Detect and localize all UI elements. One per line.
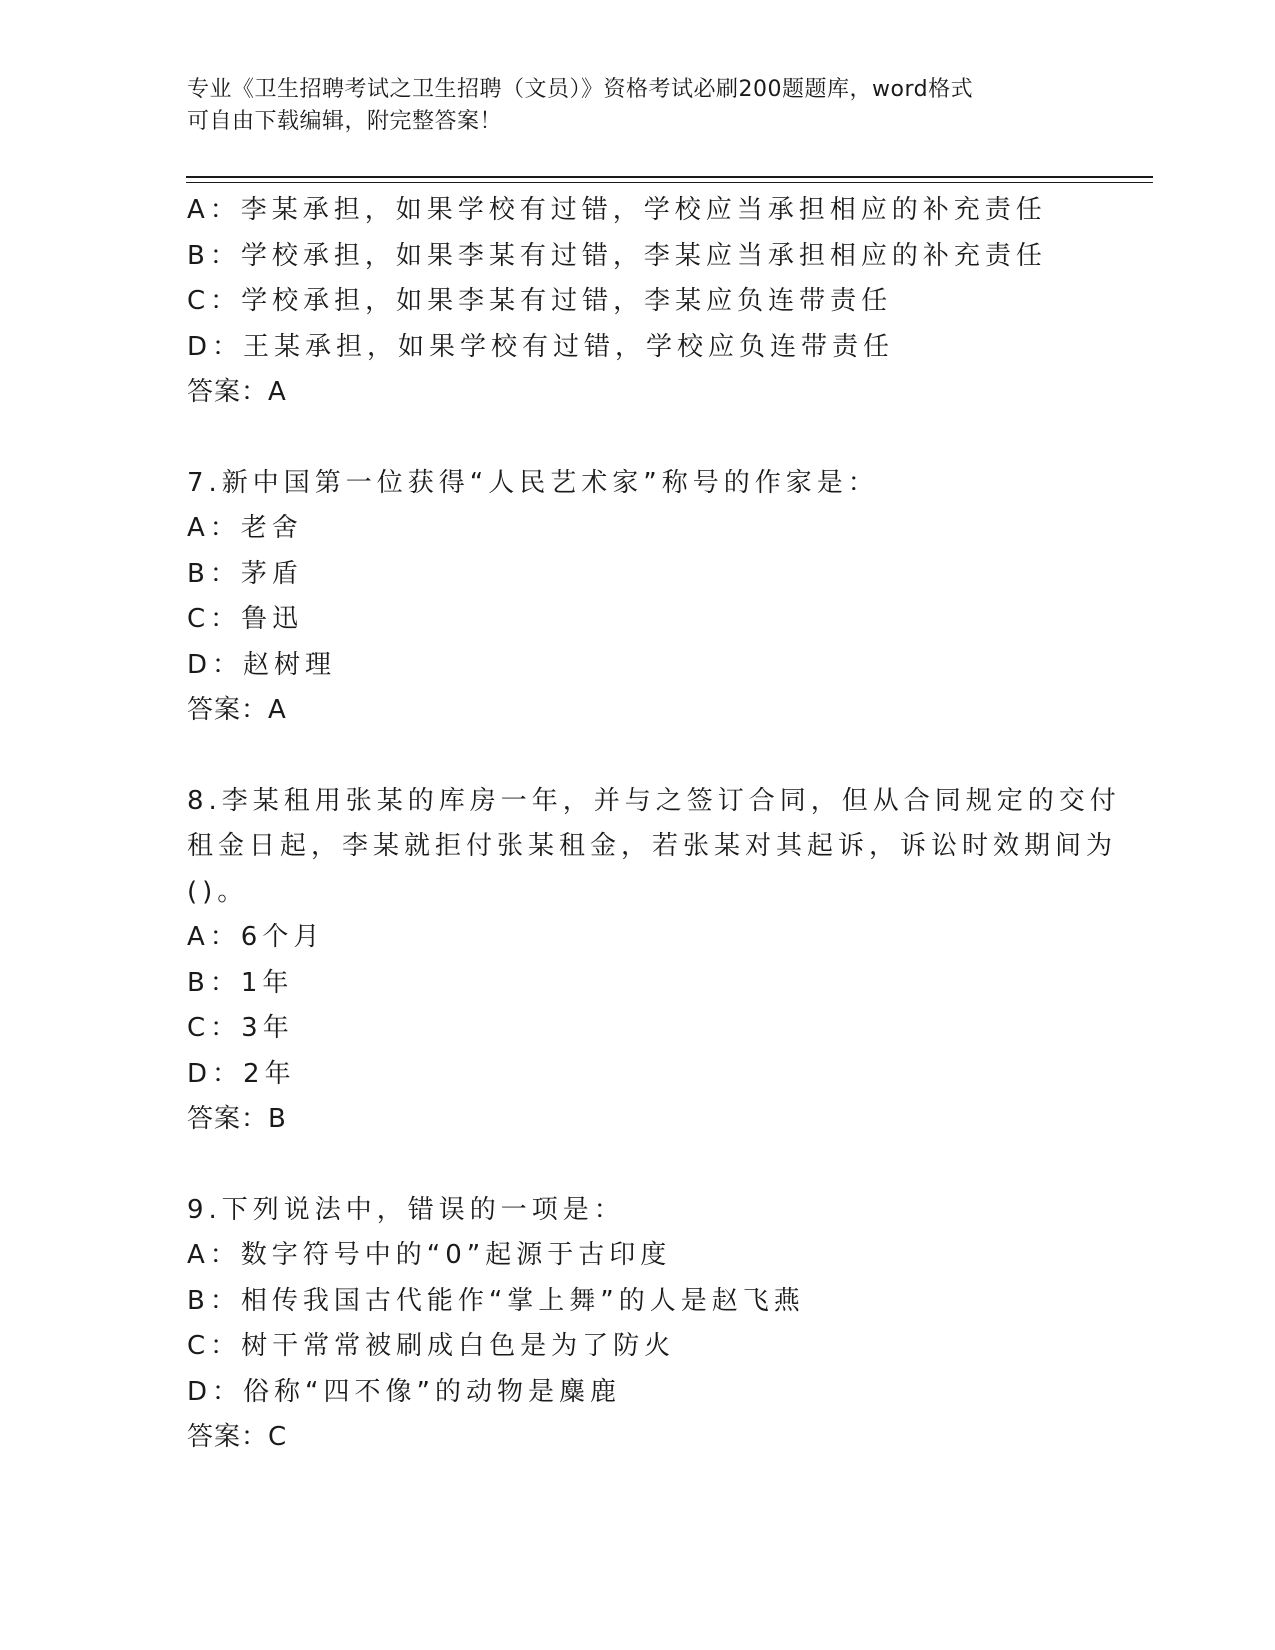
header-divider-thick <box>186 176 1153 178</box>
option-a: A：老舍 <box>187 513 303 543</box>
header-divider-thin <box>186 182 1153 183</box>
question-stem-line-3: ()。 <box>187 876 249 907</box>
question-continued <box>187 188 1087 416</box>
answer-text: 答案：A <box>187 377 287 407</box>
header-line-1: 专业《卫生招聘考试之卫生招聘（文员）》资格考试必刷200题题库，word格式 <box>187 77 974 102</box>
header-line-2: 可自由下载编辑，附完整答案！ <box>187 109 503 134</box>
option-c: C：学校承担，如果李某有过错，李某应负连带责任 <box>187 286 893 316</box>
document-header <box>187 74 1087 138</box>
question-9 <box>187 1188 1087 1461</box>
option-b: B：茅盾 <box>187 558 303 589</box>
option-a: A：6个月 <box>187 922 325 952</box>
question-stem: 9.下列说法中，错误的一项是： <box>187 1194 625 1225</box>
option-d: D：王某承担，如果学校有过错，学校应负连带责任 <box>187 331 895 362</box>
document-body <box>187 188 1121 1461</box>
option-c: C：鲁迅 <box>187 604 304 634</box>
option-c: C：3年 <box>187 1013 294 1043</box>
question-stem-line-1: 8.李某租用张某的库房一年，并与之签订合同，但从合同规定的交付 <box>187 785 1121 816</box>
option-b: B：相传我国古代能作“掌上舞”的人是赵飞燕 <box>187 1285 805 1316</box>
option-a: A：数字符号中的“0”起源于古印度 <box>187 1240 672 1270</box>
question-8 <box>187 779 1121 1143</box>
option-d: D：2年 <box>187 1058 296 1089</box>
question-stem-line-2: 租金日起，李某就拒付张某租金，若张某对其起诉，诉讼时效期间为 <box>187 831 1118 861</box>
option-d: D：赵树理 <box>187 649 337 680</box>
answer-text: 答案：C <box>187 1422 288 1452</box>
answer-text: 答案：B <box>187 1104 287 1134</box>
option-b: B：学校承担，如果李某有过错，李某应当承担相应的补充责任 <box>187 240 1047 271</box>
option-a: A：李某承担，如果学校有过错，学校应当承担相应的补充责任 <box>187 195 1047 225</box>
question-stem: 7.新中国第一位获得“人民艺术家”称号的作家是： <box>187 467 879 498</box>
option-b: B：1年 <box>187 967 294 998</box>
option-d: D：俗称“四不像”的动物是麋鹿 <box>187 1376 621 1407</box>
option-c: C：树干常常被刷成白色是为了防火 <box>187 1331 676 1361</box>
answer-text: 答案：A <box>187 695 287 725</box>
question-7 <box>187 461 1087 734</box>
